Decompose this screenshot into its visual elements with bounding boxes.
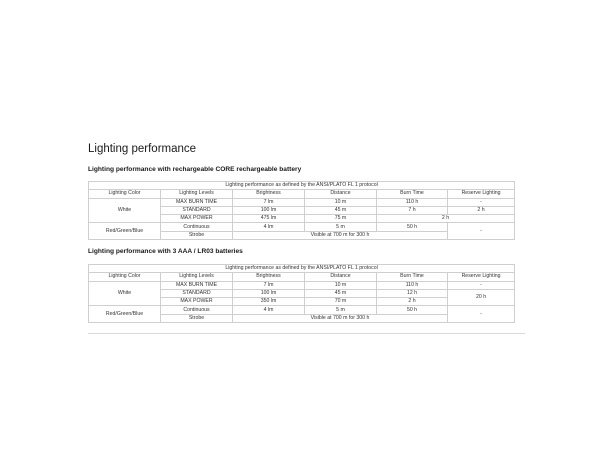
section-divider: [88, 333, 525, 334]
header-lighting-color: Lighting Color: [89, 273, 161, 281]
distance-cell: 5 m: [305, 306, 377, 314]
header-lighting-levels: Lighting Levels: [161, 273, 233, 281]
header-brightness: Brightness: [233, 273, 305, 281]
brightness-cell: 4 lm: [233, 306, 305, 314]
performance-table-aaa-batteries: [88, 264, 515, 323]
brightness-cell: 7 lm: [233, 198, 305, 206]
header-distance: Distance: [305, 273, 377, 281]
level-cell: Strobe: [161, 231, 233, 239]
level-cell: MAX BURN TIME: [161, 198, 233, 206]
distance-cell: 75 m: [305, 215, 377, 223]
strobe-visibility-cell: Visible at 700 m for 300 h: [233, 231, 448, 239]
brightness-cell: 350 lm: [233, 298, 305, 306]
page-title: Lighting performance: [88, 143, 197, 155]
burn-time-cell: 110 h: [377, 281, 448, 289]
performance-table-core-battery: [88, 181, 515, 240]
level-cell: Continuous: [161, 223, 233, 231]
brightness-cell: 4 lm: [233, 223, 305, 231]
brightness-cell: 100 lm: [233, 206, 305, 214]
table-row: [89, 306, 515, 314]
reserve-cell: 20 h: [448, 289, 515, 306]
table-caption: Lighting performance as defined by the ANSI/PLATO FL 1 protocol: [89, 265, 515, 273]
header-lighting-levels: Lighting Levels: [161, 190, 233, 198]
burn-time-cell: 7 h: [377, 206, 448, 214]
header-burn-time: Burn Time: [377, 190, 448, 198]
table-row: [89, 223, 515, 231]
distance-cell: 5 m: [305, 223, 377, 231]
reserve-cell: -: [448, 281, 515, 289]
header-brightness: Brightness: [233, 190, 305, 198]
distance-cell: 45 m: [305, 206, 377, 214]
level-cell: MAX POWER: [161, 298, 233, 306]
burn-time-cell: 50 h: [377, 223, 448, 231]
level-cell: Strobe: [161, 314, 233, 322]
brightness-cell: 475 lm: [233, 215, 305, 223]
burn-time-cell: 2 h: [377, 215, 515, 223]
brightness-cell: 7 lm: [233, 281, 305, 289]
strobe-visibility-cell: Visible at 700 m for 300 h: [233, 314, 448, 322]
header-distance: Distance: [305, 190, 377, 198]
level-cell: MAX BURN TIME: [161, 281, 233, 289]
color-rgb: Red/Green/Blue: [89, 223, 161, 240]
table-header-row: [89, 273, 515, 281]
section-title-aaa-batteries: Lighting performance with 3 AAA / LR03 batteries: [88, 248, 243, 255]
burn-time-cell: 110 h: [377, 198, 448, 206]
header-reserve-lighting: Reserve Lighting: [448, 190, 515, 198]
reserve-cell: -: [448, 223, 515, 240]
level-cell: Continuous: [161, 306, 233, 314]
table-caption: Lighting performance as defined by the ANSI/PLATO FL 1 protocol: [89, 182, 515, 190]
brightness-cell: 100 lm: [233, 289, 305, 297]
distance-cell: 10 m: [305, 198, 377, 206]
table-row: [89, 281, 515, 289]
distance-cell: 70 m: [305, 298, 377, 306]
reserve-cell: 2 h: [448, 206, 515, 214]
level-cell: STANDARD: [161, 289, 233, 297]
distance-cell: 10 m: [305, 281, 377, 289]
burn-time-cell: 12 h: [377, 289, 448, 297]
color-rgb: Red/Green/Blue: [89, 306, 161, 323]
burn-time-cell: 2 h: [377, 298, 448, 306]
header-lighting-color: Lighting Color: [89, 190, 161, 198]
table-row: [89, 198, 515, 206]
color-white: White: [89, 281, 161, 306]
section-title-core-battery: Lighting performance with rechargeable CORE rechargeable battery: [88, 166, 302, 173]
burn-time-cell: 50 h: [377, 306, 448, 314]
table-caption-row: [89, 265, 515, 273]
table-header-row: [89, 190, 515, 198]
header-burn-time: Burn Time: [377, 273, 448, 281]
level-cell: MAX POWER: [161, 215, 233, 223]
reserve-cell: -: [448, 198, 515, 206]
reserve-cell: -: [448, 306, 515, 323]
color-white: White: [89, 198, 161, 223]
header-reserve-lighting: Reserve Lighting: [448, 273, 515, 281]
distance-cell: 45 m: [305, 289, 377, 297]
table-caption-row: [89, 182, 515, 190]
level-cell: STANDARD: [161, 206, 233, 214]
